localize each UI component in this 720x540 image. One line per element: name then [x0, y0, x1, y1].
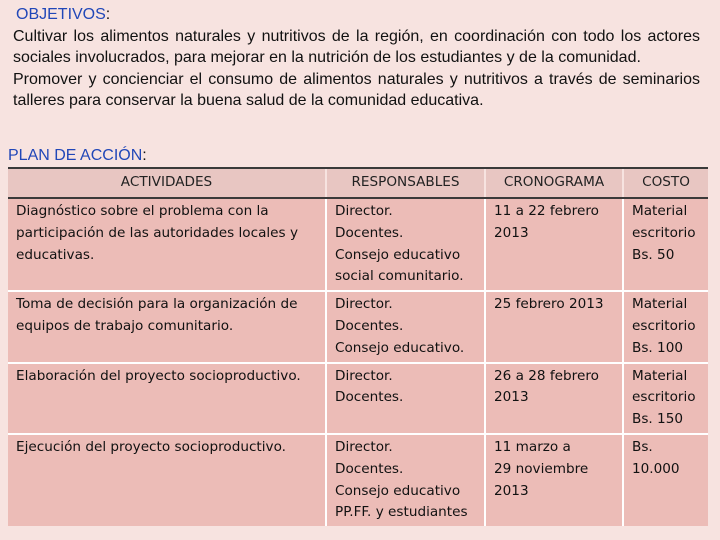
header-cronograma: CRONOGRAMA — [485, 168, 623, 198]
responsable-line: Consejo educativo — [335, 246, 461, 263]
responsable-line: Director. — [335, 438, 393, 455]
cell-actividad: Toma de decisión para la organización de equipos de trabajo comunitario. — [8, 291, 326, 362]
cronograma-line: 25 febrero 2013 — [494, 296, 604, 313]
responsable-line: Docentes. — [335, 317, 404, 334]
responsable-line: social comunitario. — [335, 268, 464, 285]
cronograma-line: 2013 — [494, 224, 529, 241]
costo-line: Bs. 100 — [632, 339, 683, 356]
objective-item-1: Cultivar los alimentos naturales y nutritivos de la región, en coordinación con todo los actores sociales involucrados, para mejorar en la nutrición de los estudiantes y de la comunidad. — [13, 27, 700, 67]
action-plan-title: PLAN DE ACCIÓN — [8, 147, 143, 164]
objectives-colon: : — [105, 6, 111, 23]
cell-cronograma — [485, 434, 623, 526]
cell-costo — [623, 363, 708, 434]
responsable-line: Docentes. — [335, 224, 404, 241]
costo-line: Bs. 150 — [632, 411, 683, 428]
cronograma-line: 11 a 22 febrero — [494, 203, 599, 219]
responsable-line: Director. — [335, 203, 393, 219]
cell-actividad: Diagnóstico sobre el problema con la participación de las autoridades locales y educativas. — [8, 198, 326, 291]
table-row — [8, 198, 708, 291]
cell-responsables — [326, 434, 485, 526]
cell-responsables — [326, 363, 485, 434]
table-row — [8, 363, 708, 434]
cronograma-line: 2013 — [494, 389, 529, 406]
responsable-line: Docentes. — [335, 389, 404, 406]
table-row — [8, 434, 708, 526]
action-plan-heading — [8, 146, 147, 166]
objective-item-2: Promover y concienciar el consumo de alimentos naturales y nutritivos a través de seminarios talleres para conservar la buena salud de la comunidad educativa. — [13, 70, 700, 110]
action-plan-table — [8, 167, 708, 526]
costo-line: Material — [632, 296, 688, 313]
responsable-line: Director. — [335, 296, 393, 313]
table-header-row — [8, 168, 708, 198]
cell-responsables — [326, 291, 485, 362]
cell-costo — [623, 291, 708, 362]
objectives-title: OBJETIVOS — [16, 6, 106, 23]
table-row — [8, 291, 708, 362]
cell-costo — [623, 198, 708, 291]
cronograma-line: 2013 — [494, 482, 529, 499]
cell-actividad: Ejecución del proyecto socioproductivo. — [8, 434, 326, 526]
cell-responsables — [326, 198, 485, 291]
actividad-text: Elaboración del proyecto socioproductivo. — [16, 367, 301, 384]
header-actividades: ACTIVIDADES — [8, 168, 326, 198]
objectives-heading — [13, 4, 700, 26]
objectives-section — [13, 4, 700, 112]
cronograma-line: 26 a 28 febrero — [494, 367, 599, 384]
responsable-line: Docentes. — [335, 460, 404, 477]
cell-actividad — [8, 363, 326, 434]
costo-line: Material — [632, 203, 688, 219]
cell-cronograma — [485, 291, 623, 362]
costo-line: 10.000 — [632, 460, 680, 477]
header-responsables: RESPONSABLES — [326, 168, 485, 198]
responsable-line: Consejo educativo — [335, 482, 461, 499]
cell-cronograma — [485, 198, 623, 291]
responsable-line: Director. — [335, 367, 393, 384]
costo-line: Material — [632, 367, 688, 384]
cell-costo — [623, 434, 708, 526]
cronograma-line: 29 noviembre — [494, 460, 589, 477]
costo-line: escritorio — [632, 224, 696, 241]
costo-line: escritorio — [632, 389, 696, 406]
costo-line: escritorio — [632, 317, 696, 334]
cronograma-line: 11 marzo a — [494, 438, 571, 455]
responsable-line: PP.FF. y estudiantes — [335, 504, 468, 521]
costo-line: Bs. — [632, 438, 653, 455]
action-plan-colon: : — [142, 147, 147, 164]
responsable-line: Consejo educativo. — [335, 339, 465, 356]
header-costo: COSTO — [623, 168, 708, 198]
cell-cronograma — [485, 363, 623, 434]
costo-line: Bs. 50 — [632, 246, 675, 263]
